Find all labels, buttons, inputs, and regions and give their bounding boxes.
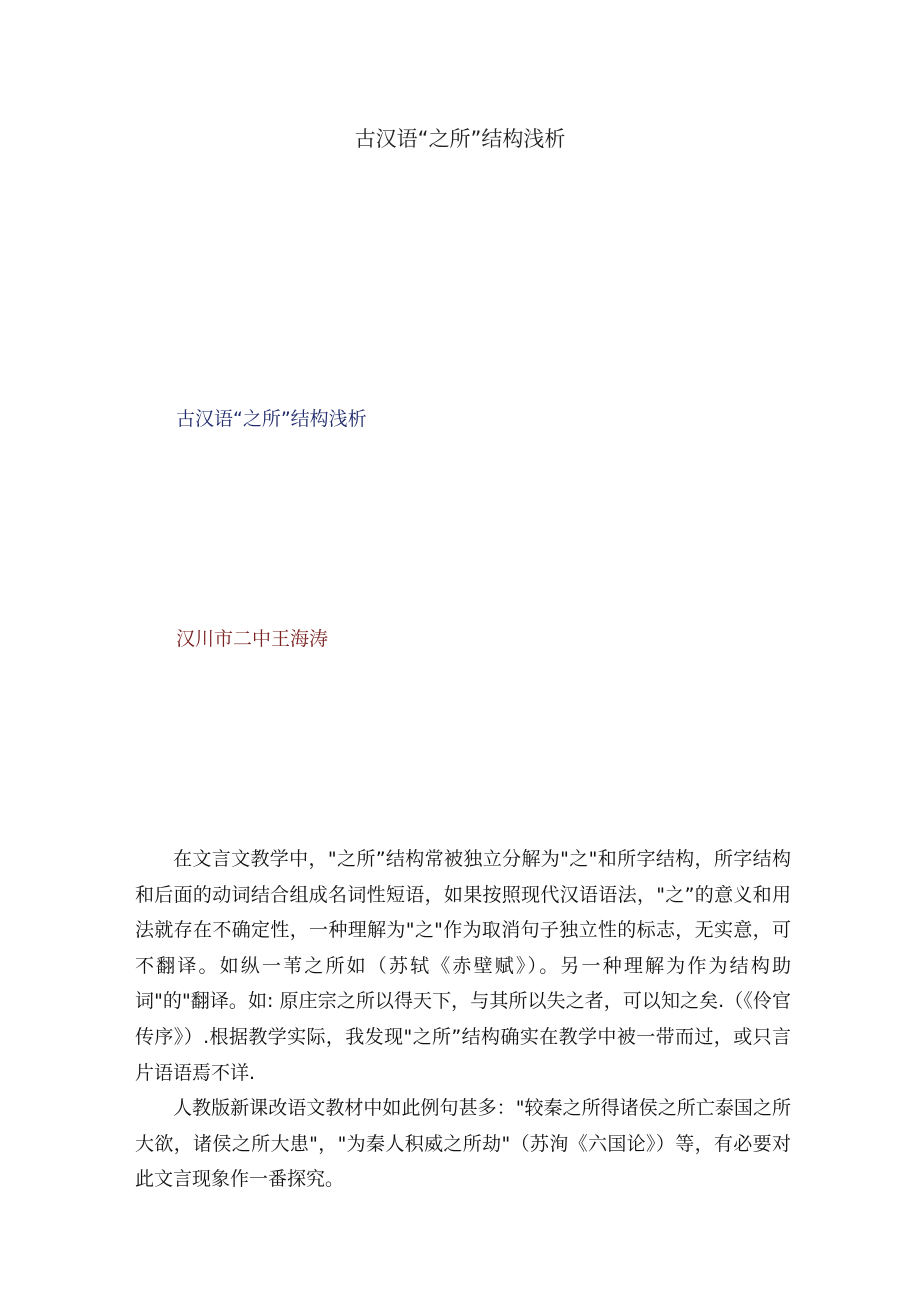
page-title: 古汉语“之所”结构浅析: [354, 127, 566, 151]
body-paragraph-2: 人教版新课改语文教材中如此例句甚多："较秦之所得诸侯之所亡泰国之所大欲，诸侯之所大患"，"为秦人积威之所劫"（苏洵《六国论》）等，有必要对此文言现象作一番探究。: [135, 1097, 791, 1191]
body-paragraph-1: 在文言文教学中，"之所”结构常被独立分解为"之"和所字结构，所字结构和后面的动词结合组成名词性短语，如果按照现代汉语语法，"之”的意义和用法就存在不确定性，一种理解为"之"作为取消句子独立性的标志，无实意，可不翻译。如纵一苇之所如（苏轼《赤壁赋》）。另一种理解为作为结构助词"的"翻译。如: 原庄宗之所以得天下，与其所以失之者，可以知之矣.（《伶官传序》）.根据教学实际，我发现"之所”结构确实在教学中被一带而过，或只言片语语焉不详.: [135, 848, 791, 1084]
article-subtitle: 古汉语“之所”结构浅析: [176, 408, 367, 430]
author-line: 汉川市二中王海涛: [176, 628, 329, 650]
article-body: [135, 842, 791, 1198]
